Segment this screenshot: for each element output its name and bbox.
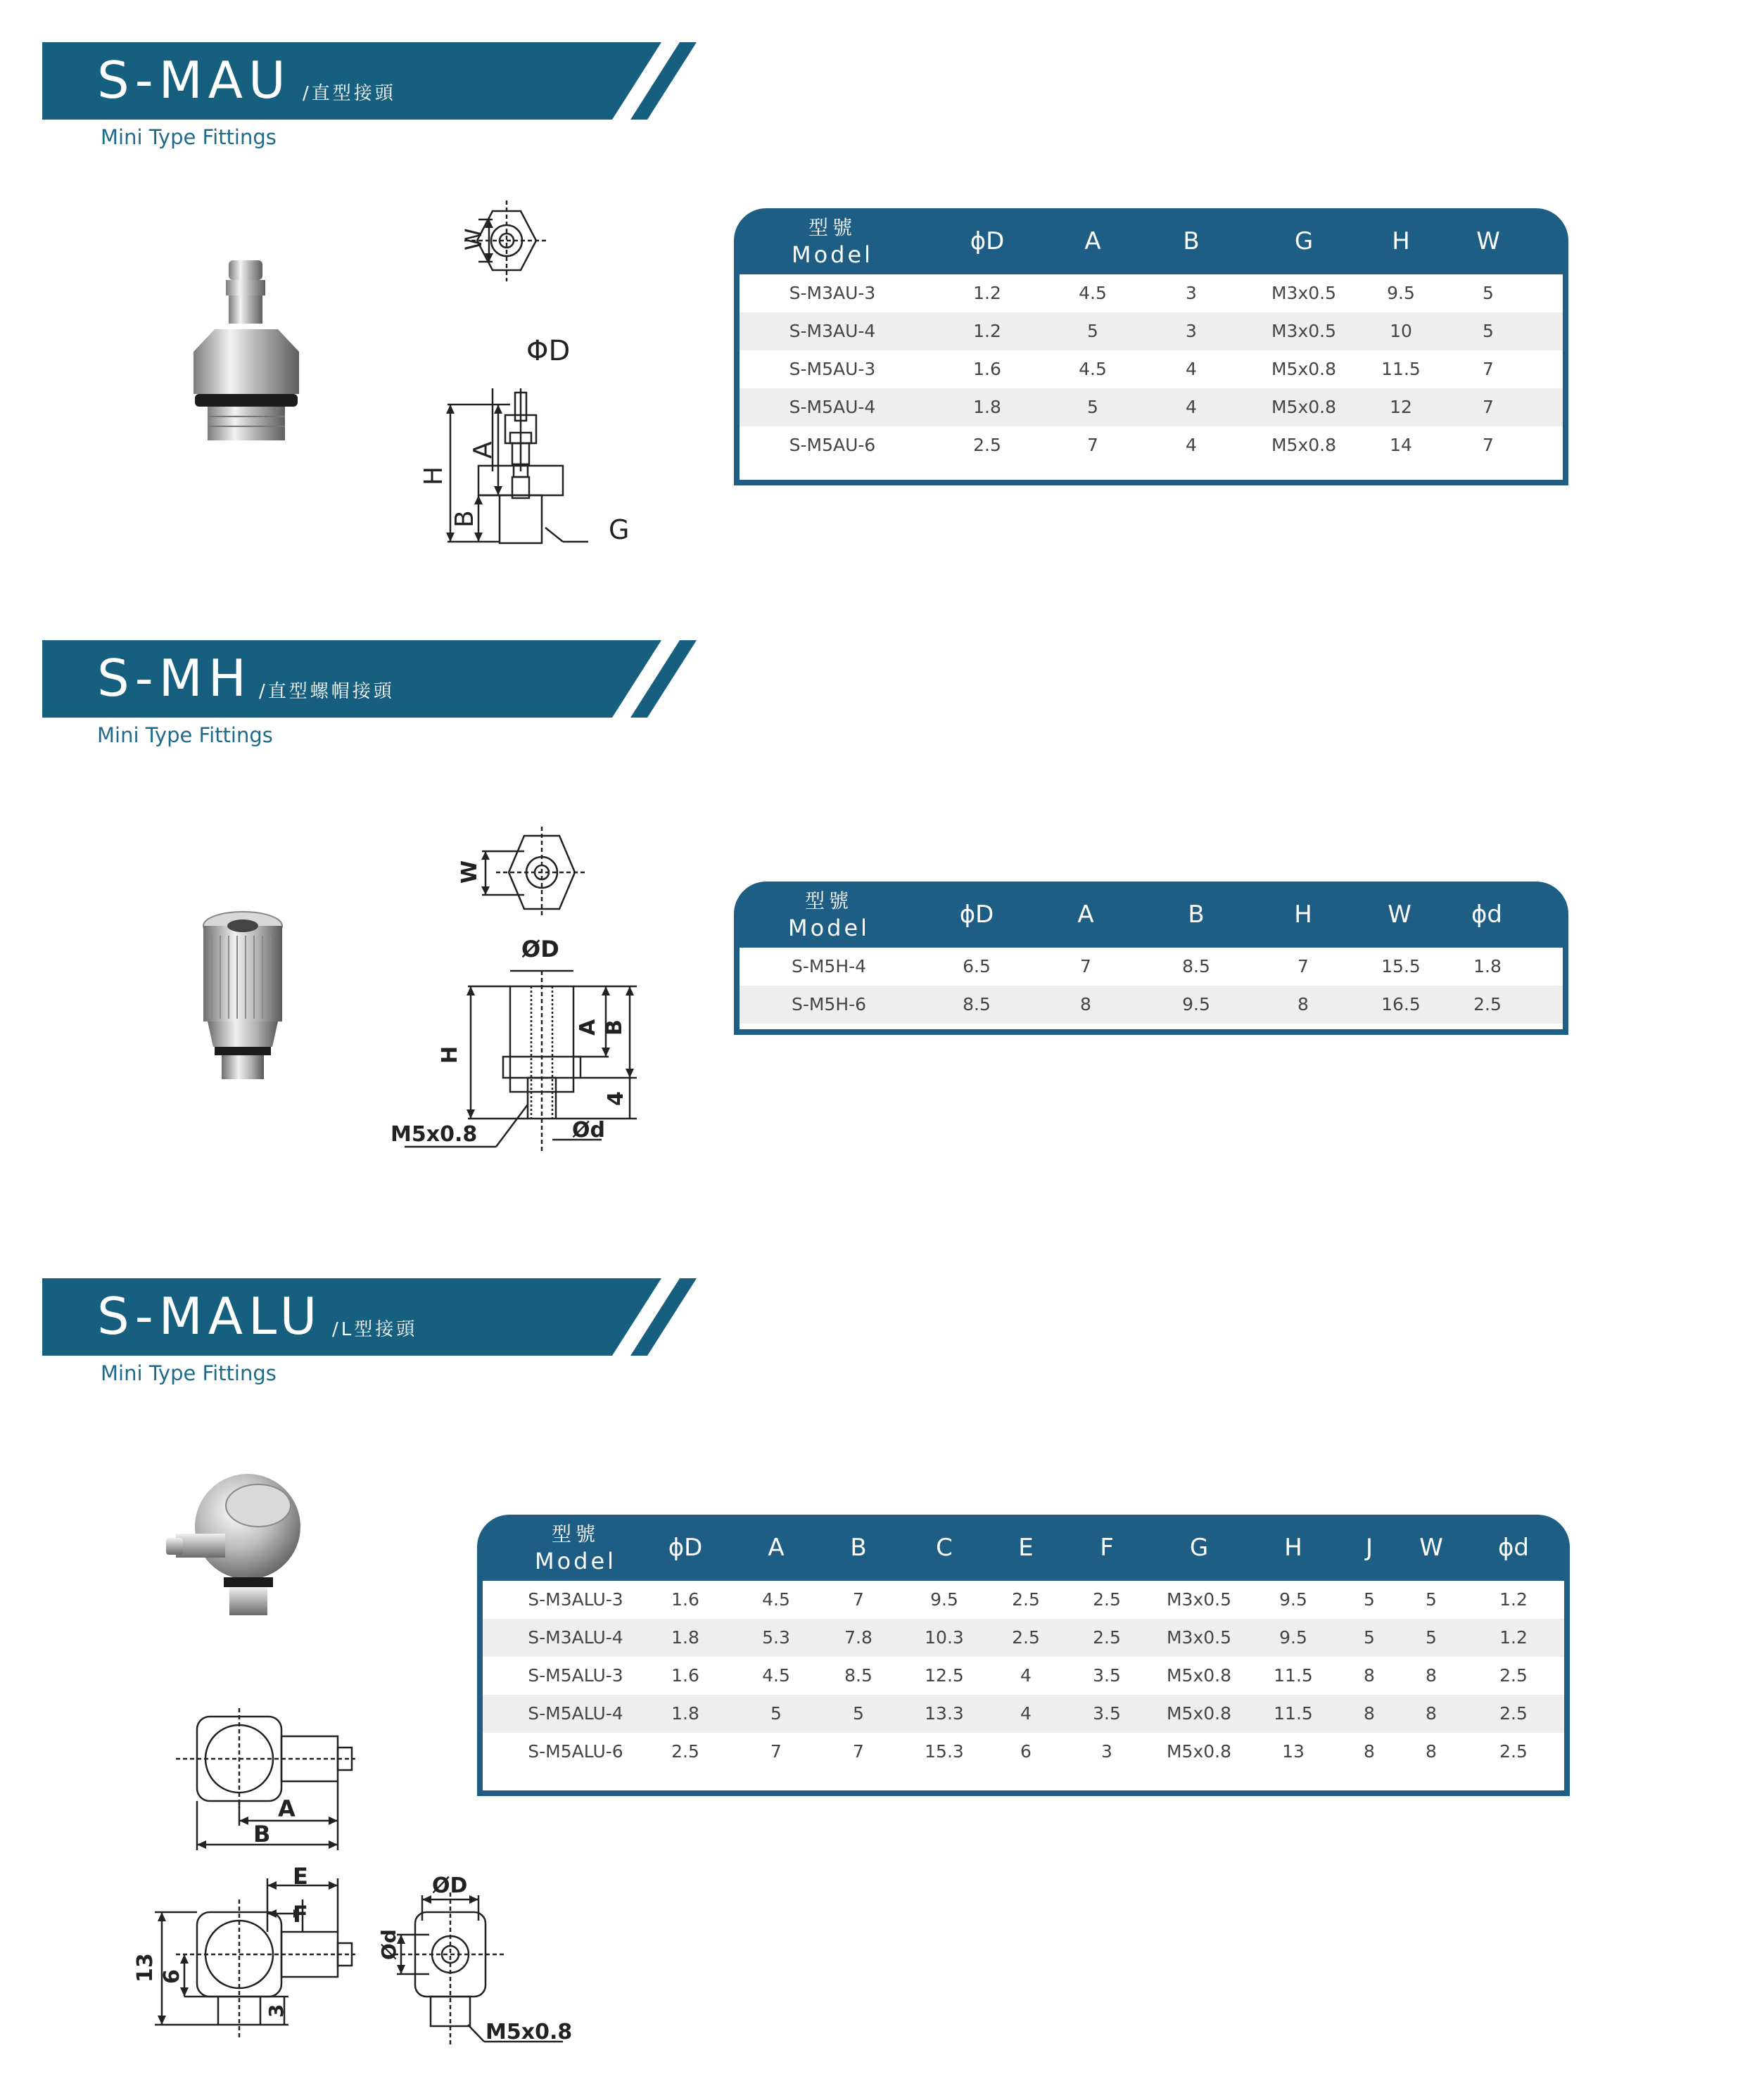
cell: 12.5: [925, 1665, 964, 1686]
cell: 2.5: [1012, 1627, 1040, 1648]
cell: 2.5: [1093, 1589, 1121, 1610]
header-col: G: [1189, 1534, 1209, 1562]
cell: M3x0.5: [1166, 1627, 1232, 1648]
cell: 6.5: [963, 956, 991, 976]
cell-model: S-M5AU-6: [789, 435, 876, 455]
technical-drawing-s-mau: [419, 204, 647, 549]
label-thread: M5x0.8: [486, 2020, 573, 2044]
section-subtitle: Mini Type Fittings: [101, 1361, 277, 1385]
label-w: W: [457, 860, 482, 884]
cell: 8.5: [844, 1665, 872, 1686]
label-phid: ΦD: [526, 335, 571, 367]
cell: M5x0.8: [1271, 397, 1337, 417]
cell: 1.2: [1499, 1589, 1528, 1610]
cell: 1.8: [671, 1627, 699, 1648]
cell: 1.6: [671, 1665, 699, 1686]
cell: 1.2: [973, 321, 1001, 341]
section-subtitle: Mini Type Fittings: [97, 723, 273, 747]
cell: 8: [1426, 1703, 1437, 1724]
header-col: W: [1476, 227, 1500, 255]
cell-model: S-M5ALU-3: [528, 1665, 623, 1686]
header-col: J: [1365, 1534, 1373, 1562]
table-row: [740, 312, 1563, 350]
cell: 5: [1364, 1589, 1375, 1610]
cell: 1.6: [973, 359, 1001, 379]
cell: 2.5: [671, 1741, 699, 1762]
cell: 10.3: [925, 1627, 964, 1648]
cell-model: S-M3AU-4: [789, 321, 876, 341]
header-col: ϕd: [1471, 901, 1502, 929]
spec-table-s-mau: [734, 208, 1568, 485]
cell: 4.5: [1079, 283, 1107, 303]
section-banner-s-mau: [42, 42, 697, 120]
cell: 4: [1020, 1665, 1032, 1686]
cell: 9.5: [1182, 994, 1210, 1014]
cell: 2.5: [1012, 1589, 1040, 1610]
cell: 7: [1483, 435, 1494, 455]
cell: 4.5: [762, 1589, 790, 1610]
cell: 2.5: [1499, 1703, 1528, 1724]
cell: 6: [1020, 1741, 1032, 1762]
cell-model: S-M5H-6: [791, 994, 867, 1014]
label-3: 3: [265, 2004, 288, 2018]
label-b: B: [450, 510, 479, 528]
section-code: S-MALU: [97, 1287, 323, 1346]
product-photo-s-mau: [179, 253, 313, 457]
cell: 15.5: [1381, 956, 1421, 976]
header-model-cn: 型號: [551, 1522, 599, 1546]
label-f: F: [293, 1901, 308, 1928]
label-phid: ØD: [521, 936, 559, 962]
cell: 1.6: [671, 1589, 699, 1610]
cell: 7: [853, 1741, 864, 1762]
cell: 13.3: [925, 1703, 964, 1724]
cell: 4: [1186, 435, 1197, 455]
cell-model: S-M5H-4: [791, 956, 867, 976]
cell: 5.3: [762, 1627, 790, 1648]
cell: 8.5: [1182, 956, 1210, 976]
table-row: [740, 986, 1563, 1024]
header-model-en: Model: [787, 915, 870, 941]
table-row: [483, 1657, 1564, 1695]
cell: 3.5: [1093, 1665, 1121, 1686]
label-b: B: [253, 1821, 271, 1847]
label-g: G: [609, 514, 630, 545]
cell: 9.5: [1279, 1627, 1307, 1648]
label-a: A: [278, 1795, 296, 1822]
cell: 4: [1186, 397, 1197, 417]
section-banner-s-mh: [42, 640, 697, 718]
cell: 7: [853, 1589, 864, 1610]
cell: 13: [1282, 1741, 1305, 1762]
header-col: B: [850, 1534, 867, 1562]
header-col: W: [1419, 1534, 1443, 1562]
table-header: [734, 882, 1568, 948]
header-model-en: Model: [534, 1548, 617, 1574]
header-col: ϕd: [1497, 1534, 1529, 1562]
header-model-cn: 型號: [804, 889, 853, 912]
header-col: H: [1294, 901, 1312, 929]
label-thread: M5x0.8: [391, 1122, 478, 1147]
cell: 7: [1087, 435, 1098, 455]
section-cn-title: /直型螺帽接頭: [259, 681, 395, 702]
label-h: H: [438, 1045, 462, 1064]
cell: M5x0.8: [1271, 435, 1337, 455]
header-col: ϕD: [970, 227, 1005, 255]
cell-model: S-M3ALU-3: [528, 1589, 623, 1610]
table-row: [483, 1733, 1564, 1771]
label-e: E: [293, 1863, 308, 1890]
cell: 5: [1087, 321, 1098, 341]
spec-table-s-mh: [734, 882, 1568, 1035]
header-model-en: Model: [791, 241, 874, 268]
label-sd: Ød: [572, 1118, 605, 1143]
cell: 2.5: [1473, 994, 1502, 1014]
cell-model: S-M5AU-3: [789, 359, 876, 379]
cell: 4.5: [762, 1665, 790, 1686]
table-row: [740, 948, 1563, 986]
cell: 8: [1364, 1665, 1375, 1686]
section-subtitle: Mini Type Fittings: [101, 125, 277, 149]
cell: 7: [1483, 397, 1494, 417]
cell: 2.5: [1499, 1665, 1528, 1686]
cell: M5x0.8: [1166, 1665, 1232, 1686]
cell: 3: [1101, 1741, 1112, 1762]
label-13: 13: [133, 1953, 158, 1983]
cell: 12: [1390, 397, 1412, 417]
label-b: B: [602, 1019, 627, 1036]
header-col: H: [1392, 227, 1410, 255]
cell: 5: [1364, 1627, 1375, 1648]
table-row: [483, 1619, 1564, 1657]
table-row: [740, 274, 1563, 312]
header-col: B: [1188, 901, 1205, 929]
technical-drawing-s-malu-side: [127, 1863, 352, 2054]
cell: 11.5: [1274, 1665, 1313, 1686]
product-photo-s-malu: [156, 1456, 311, 1625]
header-model: [762, 208, 903, 274]
header-model: [759, 882, 899, 948]
cell: 11.5: [1381, 359, 1421, 379]
spec-table-s-malu: [477, 1515, 1570, 1796]
table-body: [740, 274, 1563, 480]
label-sd: Ød: [377, 1929, 400, 1960]
cell: M5x0.8: [1166, 1741, 1232, 1762]
technical-drawing-s-malu-front: [377, 1871, 591, 2054]
cell: 8: [1080, 994, 1091, 1014]
cell: 7: [1080, 956, 1091, 976]
cell: 9.5: [1387, 283, 1415, 303]
table-row: [740, 350, 1563, 388]
label-a: A: [576, 1019, 600, 1036]
table-body-frame: [477, 1581, 1570, 1796]
product-photo-s-mh: [193, 901, 292, 1083]
cell: 3: [1186, 321, 1197, 341]
cell: 8: [1426, 1665, 1437, 1686]
cell: 5: [853, 1703, 864, 1724]
cell: 15.3: [925, 1741, 964, 1762]
table-body: [740, 948, 1563, 1029]
cell: 3: [1186, 283, 1197, 303]
label-h: H: [419, 466, 448, 485]
cell: 14: [1390, 435, 1412, 455]
cell: 9.5: [1279, 1589, 1307, 1610]
cell: M3x0.5: [1271, 321, 1337, 341]
label-phid: ØD: [432, 1873, 468, 1898]
cell: 5: [1426, 1627, 1437, 1648]
header-col: W: [1388, 901, 1411, 929]
header-col: A: [1077, 901, 1094, 929]
cell: 7: [770, 1741, 782, 1762]
cell: M3x0.5: [1271, 283, 1337, 303]
header-col: A: [1084, 227, 1101, 255]
cell: 8: [1426, 1741, 1437, 1762]
cell: 3.5: [1093, 1703, 1121, 1724]
cell-model: S-M5ALU-6: [528, 1741, 623, 1762]
table-body-frame: [734, 274, 1568, 485]
label-4: 4: [604, 1091, 628, 1106]
table-row: [483, 1695, 1564, 1733]
section-code: S-MAU: [97, 51, 291, 110]
header-col: A: [768, 1534, 785, 1562]
cell: 8: [1364, 1703, 1375, 1724]
cell: 4: [1186, 359, 1197, 379]
table-header: [734, 208, 1568, 274]
cell: 2.5: [1499, 1741, 1528, 1762]
cell-model: S-M3ALU-4: [528, 1627, 623, 1648]
header-col: B: [1183, 227, 1200, 255]
cell: 1.2: [973, 283, 1001, 303]
header-col: C: [936, 1534, 953, 1562]
cell: 1.2: [1499, 1627, 1528, 1648]
header-col: ϕD: [668, 1534, 703, 1562]
cell: 4.5: [1079, 359, 1107, 379]
cell: 5: [1483, 321, 1494, 341]
cell: 7: [1297, 956, 1309, 976]
table-row: [740, 388, 1563, 426]
label-a: A: [469, 441, 497, 459]
header-col: F: [1100, 1534, 1114, 1562]
section-banner-s-malu: [42, 1278, 697, 1356]
cell: 16.5: [1381, 994, 1421, 1014]
cell: 1.8: [973, 397, 1001, 417]
cell: 1.8: [1473, 956, 1502, 976]
cell-model: S-M5AU-4: [789, 397, 876, 417]
cell: M5x0.8: [1166, 1703, 1232, 1724]
technical-drawing-s-mh: [383, 830, 651, 1161]
cell: 2.5: [973, 435, 1001, 455]
section-cn-title: /直型接頭: [303, 83, 396, 104]
cell-model: S-M3AU-3: [789, 283, 876, 303]
technical-drawing-s-malu-top: [127, 1703, 359, 1857]
cell: 9.5: [930, 1589, 958, 1610]
cell: 2.5: [1093, 1627, 1121, 1648]
header-model-cn: 型號: [808, 216, 856, 239]
cell: M5x0.8: [1271, 359, 1337, 379]
header-col: ϕD: [959, 901, 994, 929]
label-6: 6: [160, 1969, 184, 1984]
cell-model: S-M5ALU-4: [528, 1703, 623, 1724]
cell: 5: [1087, 397, 1098, 417]
header-col: E: [1018, 1534, 1034, 1562]
cell: 8: [1297, 994, 1309, 1014]
cell: 10: [1390, 321, 1412, 341]
header-col: G: [1294, 227, 1314, 255]
cell: M3x0.5: [1166, 1589, 1232, 1610]
table-header: [477, 1515, 1570, 1581]
cell: 7: [1483, 359, 1494, 379]
table-row: [740, 426, 1563, 464]
cell: 5: [1426, 1589, 1437, 1610]
header-model: [505, 1515, 646, 1581]
table-row: [483, 1581, 1564, 1619]
cell: 4: [1020, 1703, 1032, 1724]
table-body-frame: [734, 948, 1568, 1035]
cell: 5: [770, 1703, 782, 1724]
label-w: W: [460, 228, 487, 250]
cell: 8: [1364, 1741, 1375, 1762]
cell: 7.8: [844, 1627, 872, 1648]
cell: 5: [1483, 283, 1494, 303]
header-col: H: [1284, 1534, 1302, 1562]
section-code: S-MH: [97, 649, 252, 708]
section-cn-title: /L型接頭: [332, 1319, 418, 1340]
cell: 8.5: [963, 994, 991, 1014]
table-body: [483, 1581, 1564, 1790]
cell: 1.8: [671, 1703, 699, 1724]
cell: 11.5: [1274, 1703, 1313, 1724]
